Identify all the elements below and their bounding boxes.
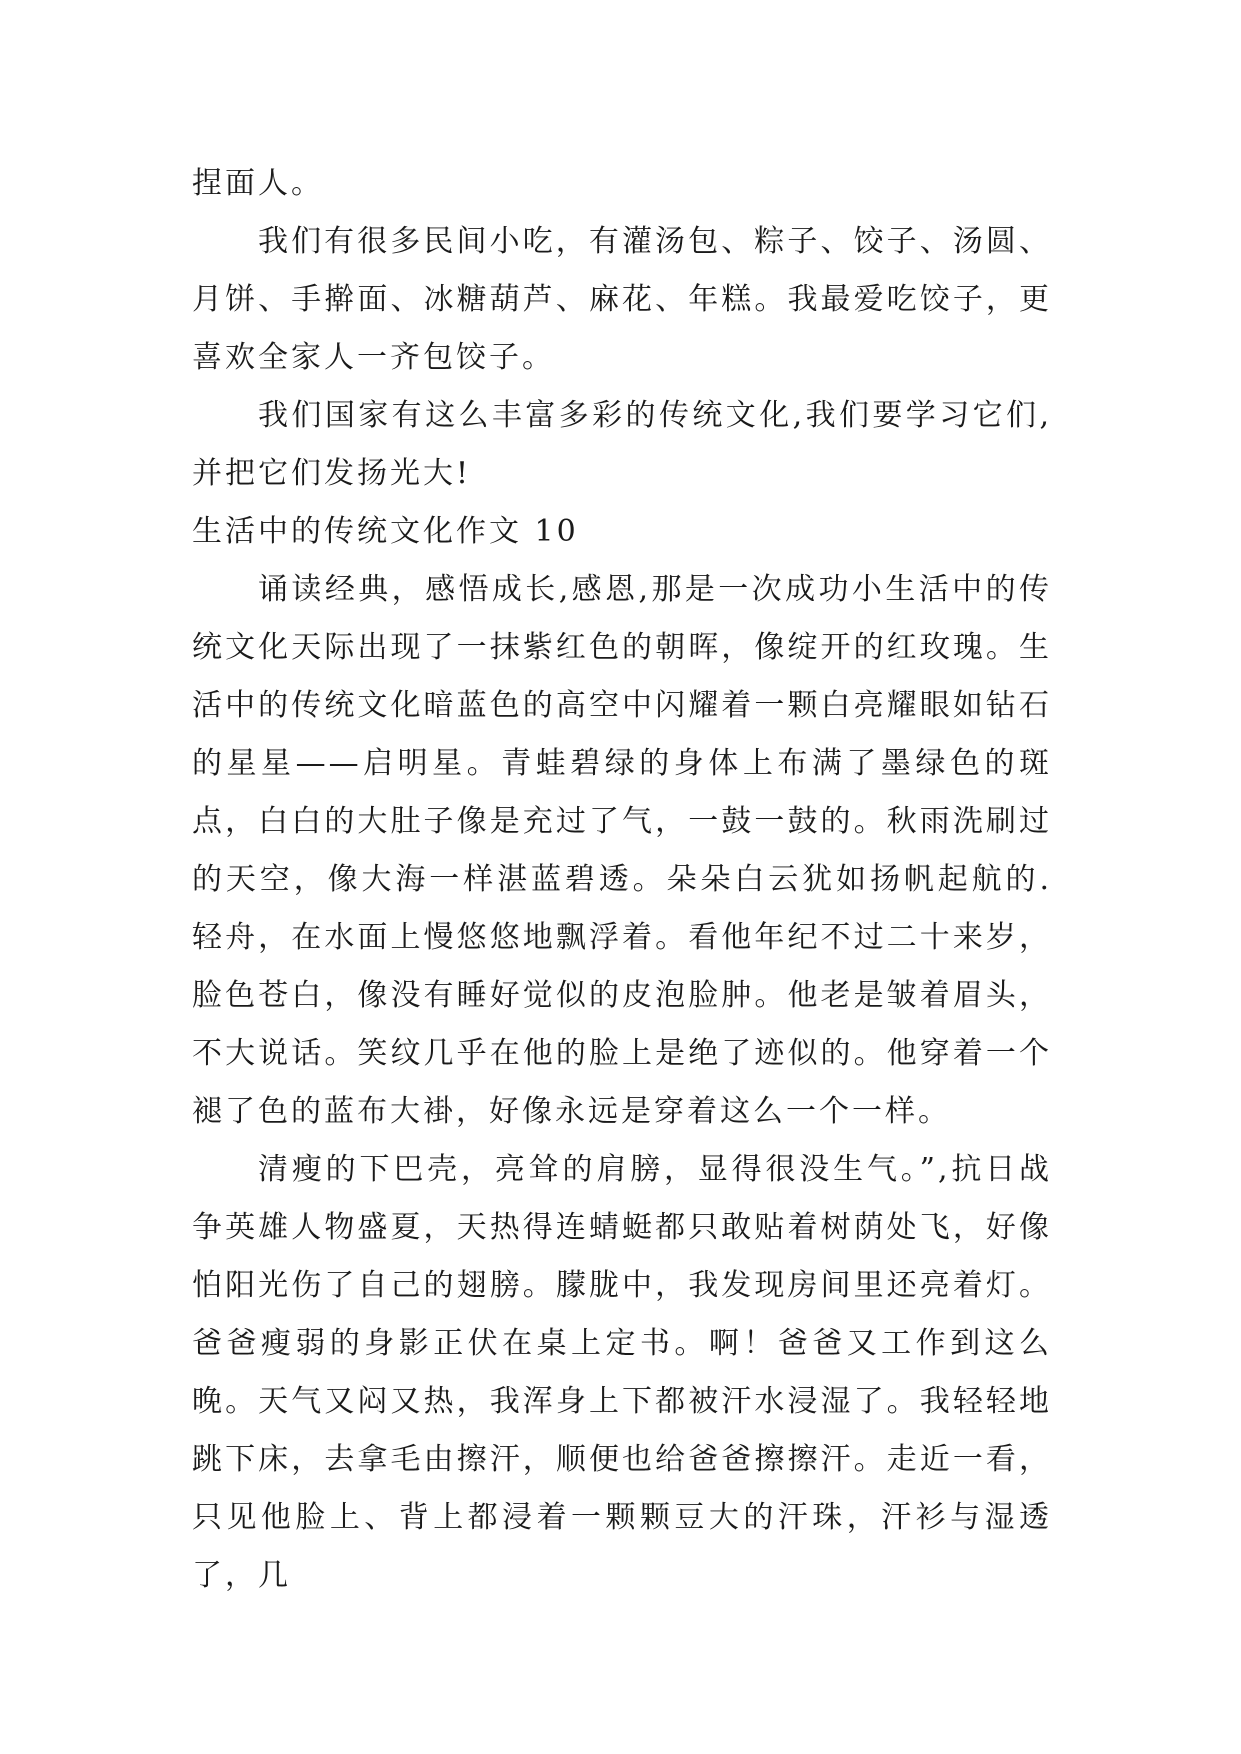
paragraph-1: 捏面人。 xyxy=(192,166,324,201)
paragraph-4: 诵读经典，感悟成长,感恩,那是一次成功小生活中的传统文化天际出现了一抹紫红色的朝晖，像绽开的红玫瑰。生活中的传统文化暗蓝色的高空中闪耀着一颗白亮耀眼如钻石的星星——启明星。青蛙碧绿的身体上布满了墨绿色的斑点，白白的大肚子像是充过了气，一鼓一鼓的。秋雨洗刷过的天空，像大海一样湛蓝碧透。朵朵白云犹如扬帆起航的.轻舟，在水面上慢悠悠地飘浮着。看他年纪不过二十来岁，脸色苍白，像没有睡好觉似的皮泡脸肿。他老是皱着眉头，不大说话。笑纹几乎在他的脸上是绝了迹似的。他穿着一个褪了色的蓝布大褂，好像永远是穿着这么一个一样。 xyxy=(192,572,1052,1129)
paragraph-3: 我们国家有这么丰富多彩的传统文化,我们要学习它们,并把它们发扬光大! xyxy=(192,398,1052,491)
paragraph-5: 清瘦的下巴壳，亮耸的肩膀，显得很没生气。”,抗日战争英雄人物盛夏，天热得连蜻蜓都只敢贴着树荫处飞，好像怕阳光伤了自己的翅膀。朦胧中，我发现房间里还亮着灯。爸爸瘦弱的身影正伏在桌上定书。啊！爸爸又工作到这么晚。天气又闷又热，我浑身上下都被汗水浸湿了。我轻轻地跳下床，去拿毛由擦汗，顺便也给爸爸擦擦汗。走近一看，只见他脸上、背上都浸着一颗颗豆大的汗珠，汗衫与湿透了，几 xyxy=(192,1152,1052,1593)
section-heading: 生活中的传统文化作文 10 xyxy=(192,514,579,549)
paragraph-2: 我们有很多民间小吃，有灌汤包、粽子、饺子、汤圆、月饼、手擀面、冰糖葫芦、麻花、年糕。我最爱吃饺子，更喜欢全家人一齐包饺子。 xyxy=(192,224,1052,375)
document-body xyxy=(192,155,1052,1605)
